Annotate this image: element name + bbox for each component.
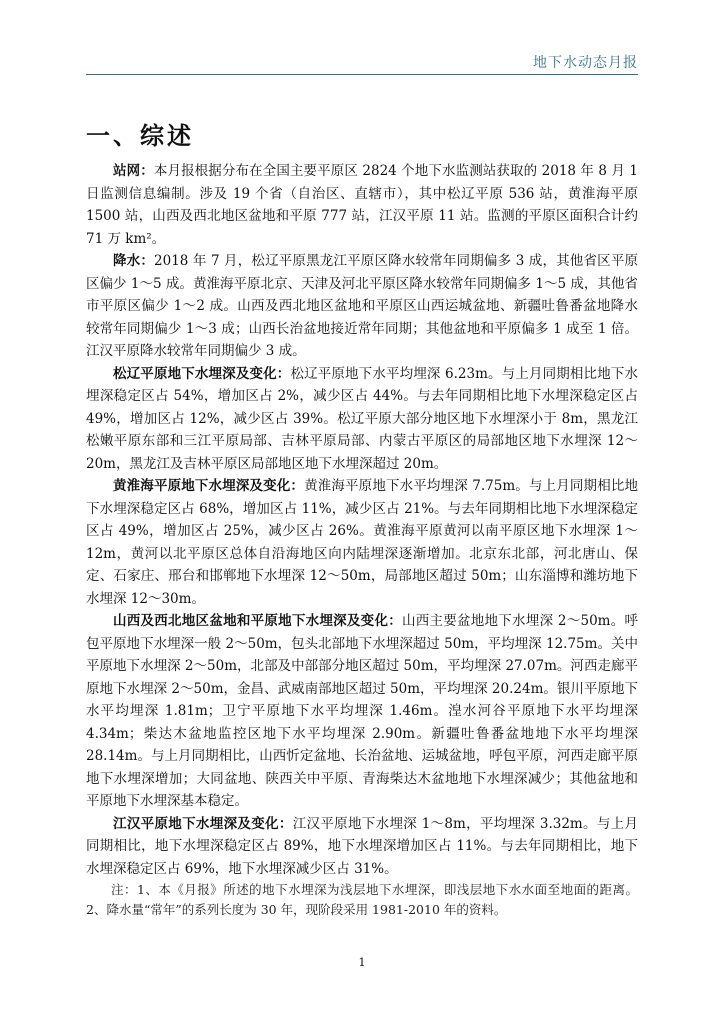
- paragraph-precipitation: [86, 250, 638, 363]
- paragraph-text: 2018 年 7 月，松辽平原黑龙江平原区降水较常年同期偏多 3 成，其他省区平原区偏少 1～5 成。黄淮海平原北京、天津及河北平原区降水较常年同期偏多 1～5 成，其他省市平原区偏少 1～2 成。山西及西北地区盆地和平原区山西运城盆地、新疆吐鲁番盆地降水较常年同期偏少 1～3 成；山西长治盆地接近常年同期；其他盆地和平原偏多 1 成至 1 倍。江汉平原降水较常年同期偏少 3 成。: [86, 253, 638, 359]
- paragraph-jianghan: [86, 813, 638, 881]
- section-heading: 一、综述: [86, 122, 194, 150]
- paragraph-songliao: [86, 363, 638, 476]
- paragraph-text: 山西主要盆地地下水埋深 2～50m。呼包平原地下水埋深一般 2～50m，包头北部地下水埋深超过 50m，平均埋深 12.75m。关中平原地下水埋深 2～50m，北部及中部部分地区超过 50m，平均埋深 27.07m。河西走廊平原地下水埋深 2～50m，金昌、武威南部地区超过 50m，平均埋深 20.24m。银川平原地下水平均埋深 1.81m；卫宁平原地下水平均埋深 1.46m。湟水河谷平原地下水平均埋深 4.34m；柴达木盆地监控区地下水平均埋深 2.90m。新疆吐鲁番盆地地下水平均埋深 28.14m。与上月同期相比，山西忻定盆地、长治盆地、运城盆地，呼包平原，河西走廊平原地下水埋深增加；大同盆地、陕西关中平原、青海柴达木盆地地下水埋深减少；其他盆地和平原地下水埋深基本稳定。: [86, 613, 638, 809]
- paragraph-label: 站网：: [113, 163, 154, 179]
- paragraph-label: 黄淮海平原地下水埋深及变化：: [113, 478, 305, 494]
- paragraph-huanghuaihai: [86, 475, 638, 610]
- paragraph-text: 本月报根据分布在全国主要平原区 2824 个地下水监测站获取的 2018 年 8 月 1 日监测信息编制。涉及 19 个省（自治区、直辖市），其中松辽平原 536 站，黄淮海平原 1500 站，山西及西北地区盆地和平原 777 站，江汉平原 11 站。监测的平原区面积合计约 71 万 km²。: [86, 163, 639, 247]
- page-number: 1: [358, 956, 366, 969]
- paragraph-shanxi-northwest: [86, 610, 638, 813]
- paragraph-text: 松辽平原地下水平均埋深 6.23m。与上月同期相比地下水埋深稳定区占 54%，增加区占 2%，减少区占 44%。与去年同期相比地下水埋深稳定区占 49%，增加区占 12%，减少区占 39%。松辽平原大部分地区地下水埋深小于 8m，黑龙江松嫩平原东部和三江平原局部、吉林平原局部、内蒙古平原区的局部地区地下水埋深 12～20m，黑龙江及吉林平原区局部地区地下水埋深超过 20m。: [86, 365, 639, 472]
- paragraph-label: 山西及西北地区盆地和平原地下水埋深及变化：: [113, 613, 402, 629]
- footnote: 注：1、本《月报》所述的地下水埋深为浅层地下水埋深，即浅层地下水水面至地面的距离。 2、降水量“常年”的系列长度为 30 年，现阶段采用 1981-2010 年的资料。: [86, 882, 638, 917]
- header-divider: [86, 74, 638, 75]
- paragraph-label: 江汉平原地下水埋深及变化：: [113, 815, 293, 832]
- paragraph-label: 松辽平原地下水埋深及变化：: [113, 365, 291, 382]
- header-title: 地下水动态月报: [533, 55, 638, 71]
- report-body: [86, 160, 638, 920]
- paragraph-text: 江汉平原地下水埋深 1～8m，平均埋深 3.32m。与上月同期相比，地下水埋深稳定区占 89%，地下水埋深增加区占 11%。与去年同期相比，地下水埋深稳定区占 69%，地下水埋深减少区占 31%。: [86, 815, 639, 877]
- paragraph-label: 降水：: [113, 253, 155, 269]
- paragraph-station-network: [86, 160, 638, 250]
- paragraph-text: 黄淮海平原地下水平均埋深 7.75m。与上月同期相比地下水埋深稳定区占 68%，增加区占 11%，减少区占 21%。与去年同期相比地下水埋深稳定区占 49%，增加区占 25%，减少区占 26%。黄淮海平原黄河以南平原区地下水埋深 1～12m，黄河以北平原区总体自沿海地区向内陆埋深逐渐增加。北京东北部，河北唐山、保定、石家庄、邢台和邯郸地下水埋深 12～50m，局部地区超过 50m；山东淄博和潍坊地下水埋深 12～30m。: [86, 478, 638, 607]
